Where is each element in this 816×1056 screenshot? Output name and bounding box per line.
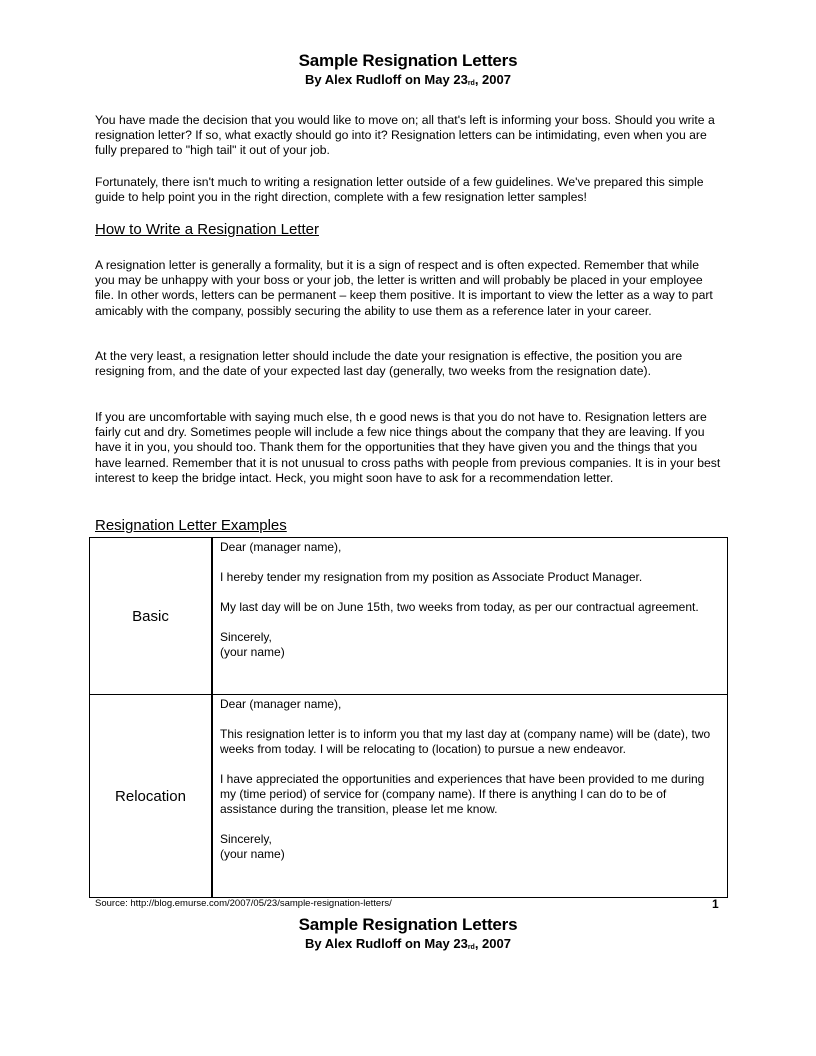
- intro-paragraph-1: You have made the decision that you would like to move on; all that's left is informing your boss. Should you write a resignation letter? If so, what exactly should go into it? Resignation letters can be intimidating, even when you are fully prepared to "high tail" it out of your job.: [95, 113, 715, 158]
- letter-body-paragraph: My last day will be on June 15th, two weeks from today, as per our contractual agreement.: [220, 600, 699, 614]
- page-title-repeat: Sample Resignation Letters: [298, 915, 518, 934]
- how-to-heading: How to Write a Resignation Letter: [95, 221, 319, 238]
- letter-greeting: Dear (manager name),: [220, 697, 342, 711]
- byline-repeat: [0, 936, 816, 951]
- intro-paragraph-2: Fortunately, there isn't much to writing a resignation letter outside of a few guidelines. We've prepared this simple guide to help point you in the right direction, complete with a few resignation letter samples!: [95, 175, 704, 205]
- letter-text-relocation: [212, 695, 728, 898]
- how-to-paragraph-1: A resignation letter is generally a formality, but it is a sign of respect and is often expected. Remember that while you may be unhappy with your boss or your job, the letter is written and will probably be placed in your employee file. In other words, letters can be permanent – keep them positive. It is important to view the letter as a way to part amicably with the company, possibly securing the ability to use them as a reference later in your career.: [95, 258, 713, 318]
- byline-ordinal: rd: [467, 944, 475, 951]
- how-to-paragraph-3: If you are uncomfortable with saying much else, th e good news is that you do not have to. Resignation letters are fairly cut and dry. Sometimes people will include a few nice things about the company that they are leaving. If you have it in you, you should too. Thank them for the opportunities that they have given you and the things that you have learned. Remember that it is not unusual to cross paths with people from previous companies. It is in your best interest to keep the bridge intact. Heck, you might soon have to ask for a recommendation letter.: [95, 410, 721, 485]
- byline-prefix: By Alex Rudloff on May 23: [305, 72, 468, 87]
- letter-greeting: Dear (manager name),: [220, 540, 342, 554]
- letter-body-paragraph: This resignation letter is to inform you that my last day at (company name) will be (date), two weeks from today. I will be relocating to (location) to pursue a new endeavor.: [220, 727, 711, 756]
- byline-prefix: By Alex Rudloff on May 23: [305, 936, 468, 951]
- letter-body-paragraph: I have appreciated the opportunities and experiences that have been provided to me during my (time period) of service for (company name). If there is anything I can do to be of assistance during the transition, please let me know.: [220, 772, 705, 816]
- examples-table: [89, 537, 728, 898]
- letter-text-basic: [212, 538, 728, 695]
- letter-signature: (your name): [220, 847, 285, 861]
- table-row: [90, 538, 728, 695]
- how-to-paragraph-2: At the very least, a resignation letter should include the date your resignation is effective, the position you are resigning from, and the date of your expected last day (generally, two weeks from the resignation date).: [95, 349, 683, 379]
- page-number: 1: [712, 897, 719, 911]
- byline-ordinal: rd: [467, 80, 475, 87]
- source-footer: Source: http://blog.emurse.com/2007/05/23/sample-resignation-letters/: [95, 898, 392, 909]
- letter-closing: Sincerely,: [220, 832, 272, 846]
- page-title: Sample Resignation Letters: [298, 51, 518, 70]
- letter-closing: Sincerely,: [220, 630, 272, 644]
- byline-year: , 2007: [474, 936, 511, 951]
- letter-type-basic: Basic: [90, 538, 213, 695]
- examples-heading: Resignation Letter Examples: [95, 517, 287, 534]
- byline: [0, 72, 816, 87]
- table-row: [90, 695, 728, 898]
- letter-type-relocation: Relocation: [90, 695, 213, 898]
- letter-signature: (your name): [220, 645, 285, 659]
- byline-year: , 2007: [474, 72, 511, 87]
- letter-body-paragraph: I hereby tender my resignation from my position as Associate Product Manager.: [220, 570, 643, 584]
